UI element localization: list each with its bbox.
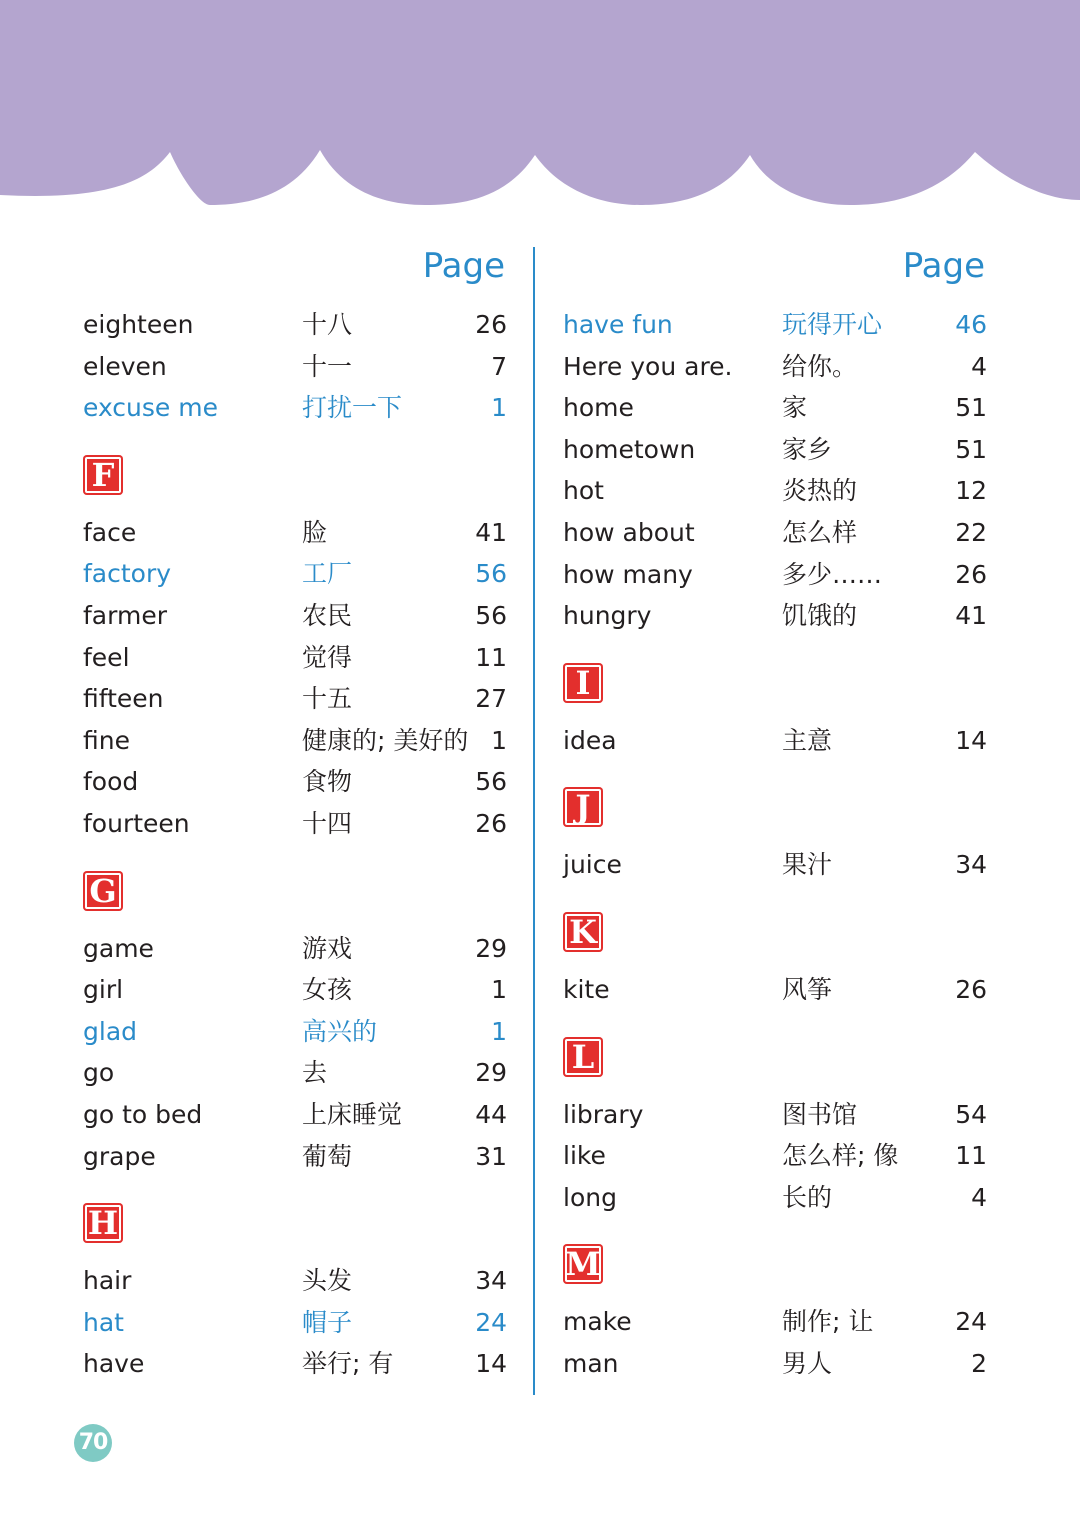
entry-word: hot (563, 476, 604, 506)
entry-word: food (83, 767, 139, 797)
entry-word: man (563, 1349, 619, 1378)
entry-page: 46 (955, 310, 987, 339)
entry-word: home (563, 393, 634, 423)
entry-meaning: 帽子 (302, 1307, 353, 1337)
entry-page: 51 (955, 393, 987, 423)
entry-meaning: 主意 (782, 725, 833, 755)
entry-meaning: 十五 (302, 684, 353, 714)
entry-word: make (563, 1307, 632, 1337)
entry-page: 26 (955, 559, 987, 589)
entry-meaning: 怎么样 (782, 518, 858, 547)
entry-page: 14 (475, 1349, 507, 1379)
entry-word: grape (83, 1141, 156, 1171)
entry-page: 26 (475, 310, 507, 339)
entry-word: Here you are. (563, 351, 733, 381)
entry-meaning: 制作; 让 (782, 1307, 874, 1337)
entry-word: have (83, 1349, 145, 1379)
entry-page: 1 (491, 725, 507, 755)
entry-page: 34 (475, 1266, 507, 1296)
entry-page: 7 (491, 351, 507, 381)
entry-word: eleven (83, 351, 167, 381)
entry-word: game (83, 933, 154, 963)
entry-page: 1 (491, 975, 507, 1005)
entry-word: kite (563, 975, 610, 1004)
entry-meaning: 十八 (302, 310, 353, 339)
letter-badge: J (563, 787, 603, 827)
column-divider (533, 247, 535, 1395)
entry-word: hometown (563, 434, 696, 464)
entry-word: have fun (563, 310, 673, 339)
entry-meaning: 去 (302, 1058, 328, 1088)
entry-word: glad (83, 1016, 138, 1046)
entry-page: 54 (955, 1099, 987, 1129)
letter-badge: I (563, 663, 603, 703)
entry-meaning: 农民 (302, 601, 353, 630)
entry-word: hair (83, 1266, 132, 1296)
entry-meaning: 打扰一下 (302, 393, 403, 423)
entry-meaning: 脸 (302, 517, 328, 547)
entry-page: 51 (955, 434, 987, 464)
scalloped-banner (0, 0, 1080, 210)
entry-page: 11 (475, 642, 507, 672)
entry-page: 2 (971, 1349, 987, 1378)
entry-word: long (563, 1182, 617, 1212)
entry-word: face (83, 517, 137, 547)
entry-page: 24 (955, 1307, 987, 1337)
entry-page: 27 (475, 684, 507, 714)
entry-meaning: 十四 (302, 809, 353, 838)
entry-meaning: 怎么样; 像 (782, 1141, 899, 1171)
entry-page: 56 (475, 767, 507, 797)
entry-meaning: 游戏 (302, 933, 353, 963)
entry-meaning: 头发 (302, 1266, 353, 1296)
letter-badge: M (563, 1244, 603, 1284)
entry-word: fine (83, 725, 130, 755)
entry-meaning: 家 (782, 393, 808, 423)
entry-page: 56 (475, 559, 507, 589)
entry-page: 41 (475, 517, 507, 547)
entry-meaning: 葡萄 (302, 1141, 353, 1171)
letter-badge: K (563, 912, 603, 952)
page-heading-left: Page (422, 246, 505, 286)
entry-word: go (83, 1058, 115, 1088)
entry-meaning: 炎热的 (782, 476, 858, 506)
entry-page: 26 (475, 809, 507, 838)
entry-page: 14 (955, 725, 987, 755)
letter-badge: H (83, 1203, 123, 1243)
entry-meaning: 长的 (782, 1182, 833, 1212)
entry-meaning: 工厂 (302, 559, 353, 589)
entry-word: hat (83, 1307, 124, 1337)
entry-word: feel (83, 642, 130, 672)
entry-page: 12 (955, 476, 987, 506)
entry-word: like (563, 1141, 606, 1171)
entry-meaning: 玩得开心 (782, 310, 883, 339)
entry-meaning: 果汁 (782, 850, 833, 880)
entry-word: hungry (563, 601, 652, 631)
entry-page: 34 (955, 850, 987, 880)
entry-meaning: 男人 (782, 1349, 833, 1378)
entry-page: 24 (475, 1307, 507, 1337)
entry-page: 4 (971, 1182, 987, 1212)
entry-page: 31 (475, 1141, 507, 1171)
entry-word: fifteen (83, 684, 164, 714)
entry-page: 1 (491, 1016, 507, 1046)
entry-page: 41 (955, 601, 987, 631)
entry-meaning: 风筝 (782, 975, 833, 1004)
entry-meaning: 食物 (302, 767, 353, 797)
entry-meaning: 十一 (302, 351, 353, 381)
entry-word: girl (83, 975, 124, 1005)
entry-word: go to bed (83, 1100, 203, 1129)
entry-word: farmer (83, 601, 167, 630)
letter-badge: L (563, 1037, 603, 1077)
entry-page: 29 (475, 1058, 507, 1088)
entry-meaning: 上床睡觉 (302, 1100, 403, 1129)
entry-page: 26 (955, 975, 987, 1004)
entry-meaning: 多少…… (782, 559, 883, 589)
entry-page: 11 (955, 1141, 987, 1171)
entry-meaning: 图书馆 (782, 1099, 858, 1129)
entry-meaning: 举行; 有 (302, 1349, 394, 1379)
page-number-badge: 70 (74, 1424, 112, 1462)
entry-meaning: 给你。 (782, 351, 858, 381)
entry-meaning: 健康的; 美好的 (302, 725, 469, 755)
letter-badge: G (83, 871, 123, 911)
entry-page: 4 (971, 351, 987, 381)
letter-badge: F (83, 455, 123, 495)
entry-page: 29 (475, 933, 507, 963)
entry-word: factory (83, 559, 172, 589)
page-heading-right: Page (902, 246, 985, 286)
entry-meaning: 女孩 (302, 975, 353, 1005)
entry-word: idea (563, 725, 617, 755)
entry-page: 56 (475, 601, 507, 630)
entry-word: how many (563, 559, 693, 589)
entry-meaning: 家乡 (782, 434, 833, 464)
entry-word: eighteen (83, 310, 194, 339)
entry-meaning: 饥饿的 (782, 601, 858, 631)
entry-page: 44 (475, 1100, 507, 1129)
entry-word: juice (563, 850, 622, 880)
entry-meaning: 高兴的 (302, 1016, 378, 1046)
entry-word: excuse me (83, 393, 218, 423)
entry-word: fourteen (83, 809, 190, 838)
entry-meaning: 觉得 (302, 642, 353, 672)
entry-word: how about (563, 518, 695, 547)
entry-word: library (563, 1099, 644, 1129)
entry-page: 22 (955, 518, 987, 547)
entry-page: 1 (491, 393, 507, 423)
